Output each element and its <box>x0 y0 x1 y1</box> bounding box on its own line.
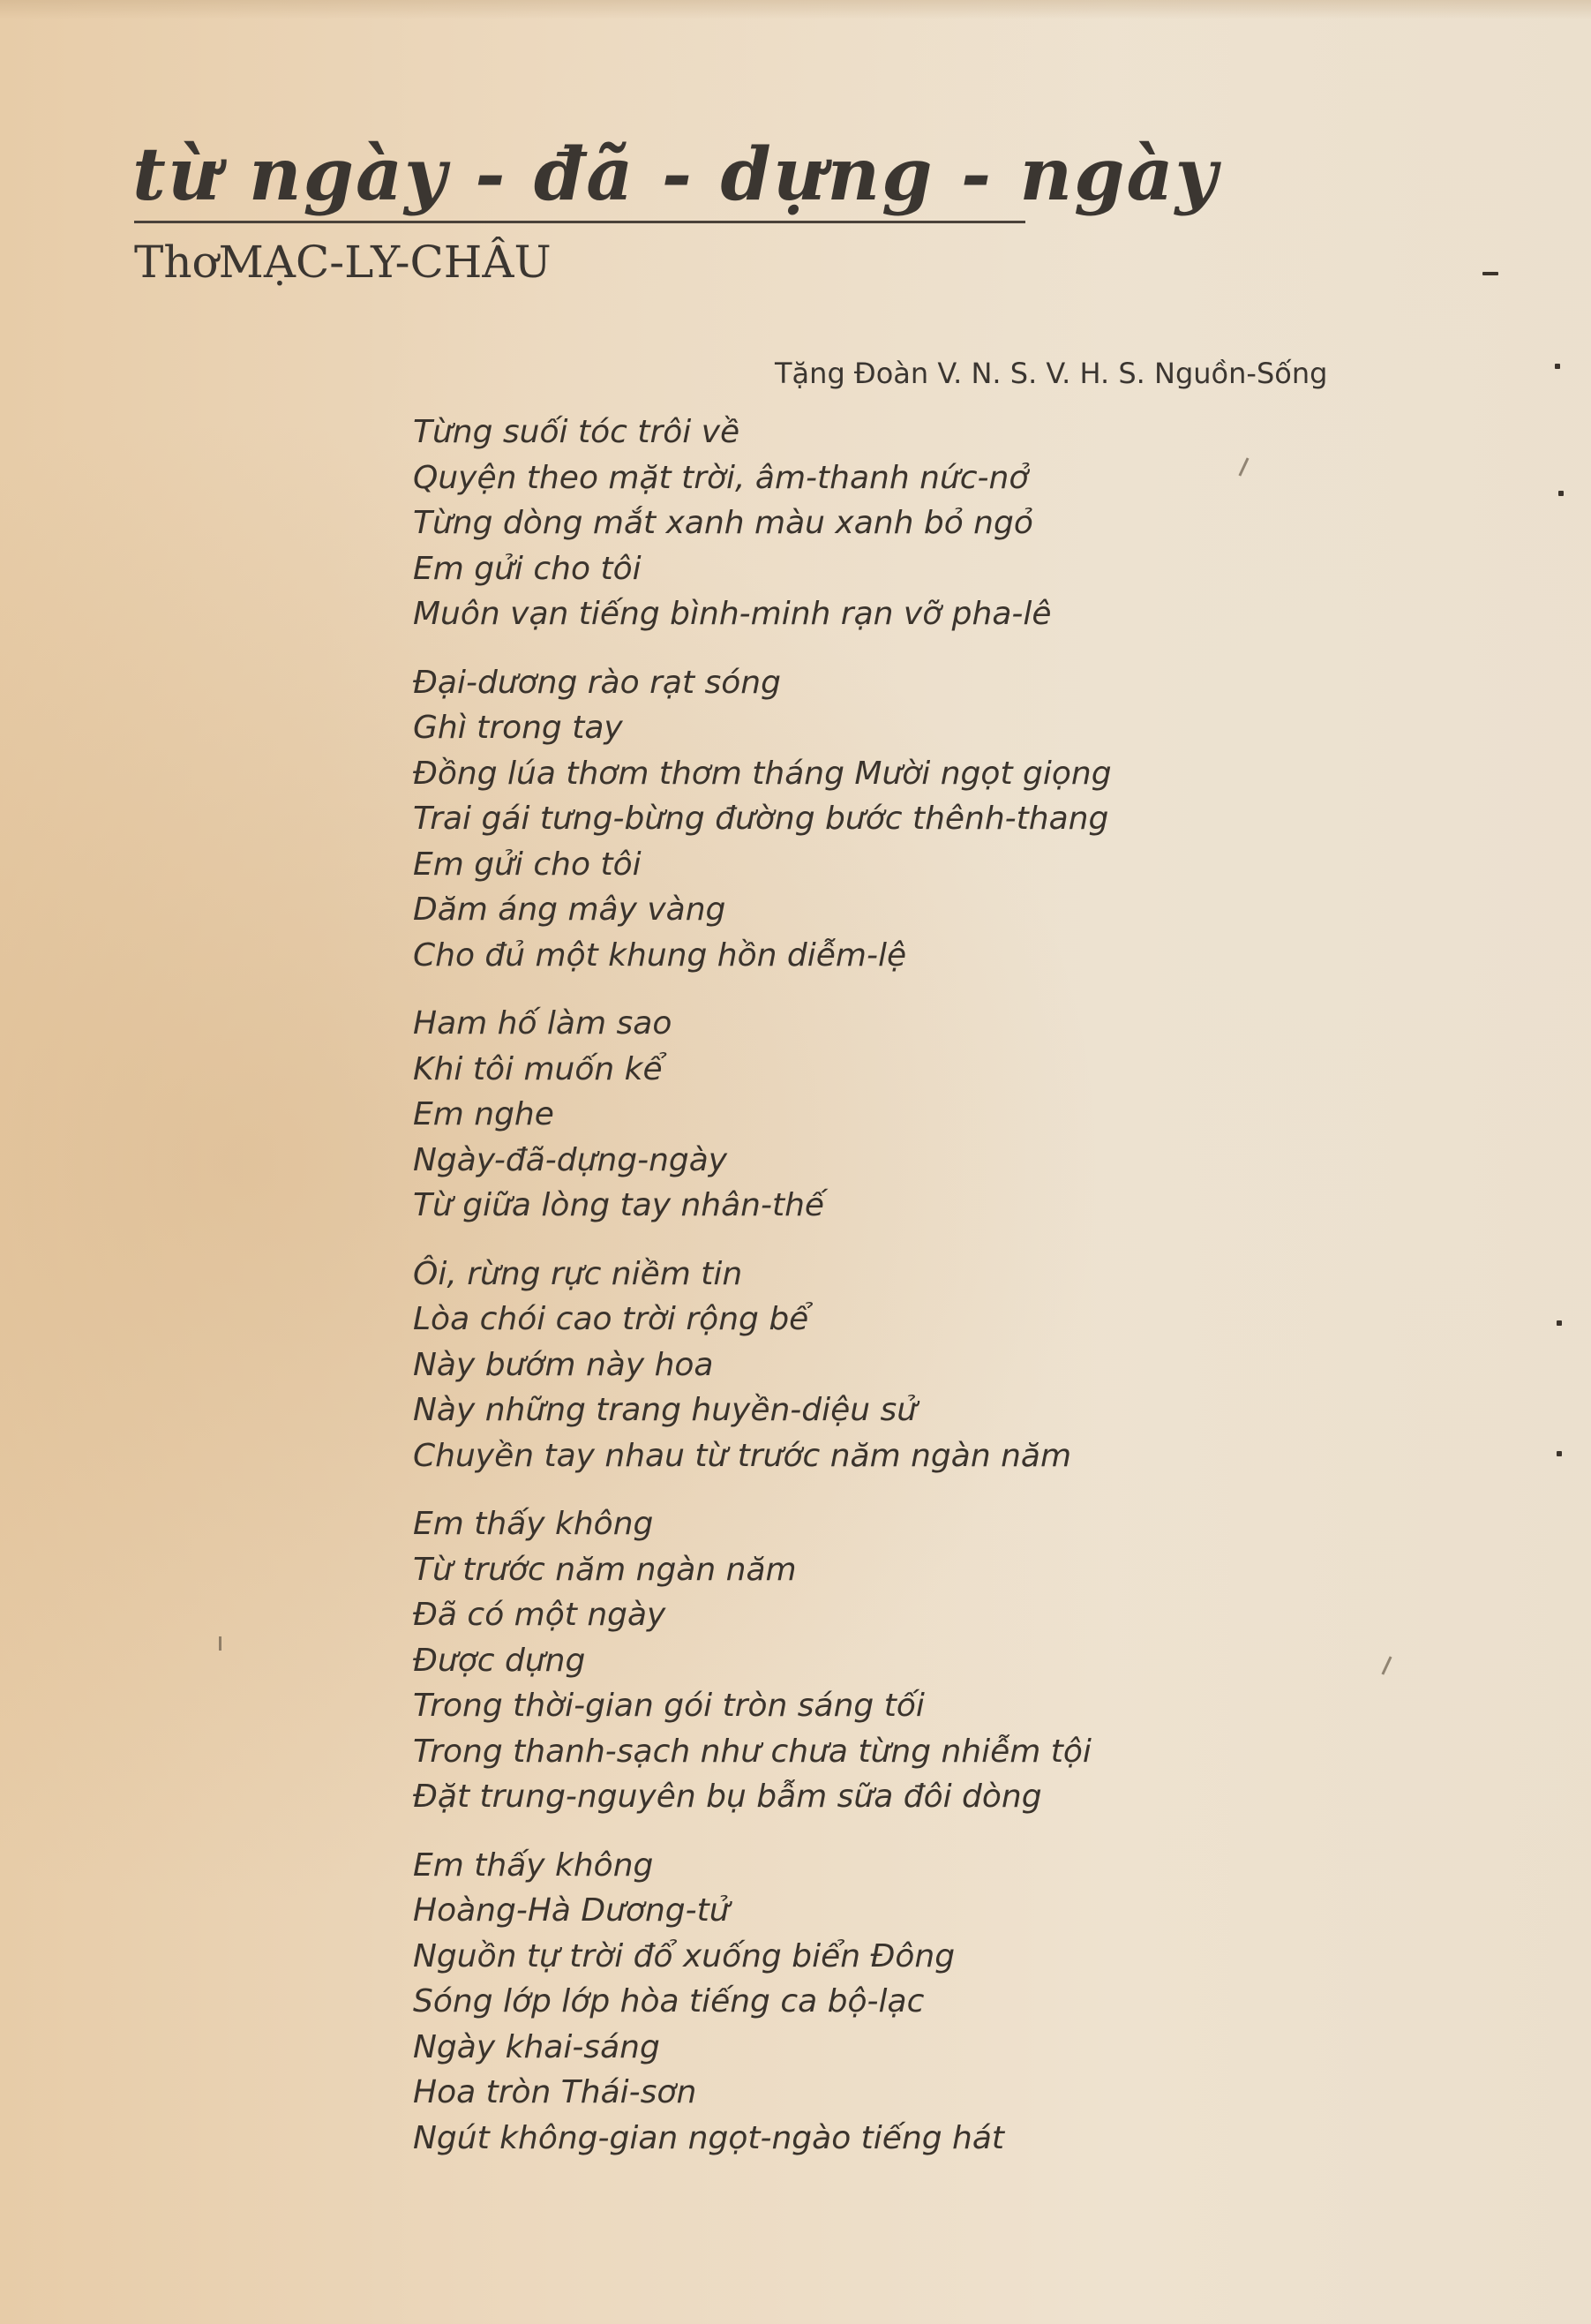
stanza <box>413 1843 1437 2162</box>
poem-body <box>413 410 1437 2184</box>
poem-line: Đại-dương rào rạt sóng <box>413 664 781 701</box>
page-top-edge <box>0 0 1591 19</box>
stanza <box>413 410 1437 637</box>
poem-line: Ôi, rừng rực niềm tin <box>413 1255 743 1292</box>
poem-line: Được dựng <box>413 1642 586 1679</box>
paper-speck <box>1558 491 1564 496</box>
poem-line: Muôn vạn tiếng bình-minh rạn vỡ pha-lê <box>413 596 1052 632</box>
stanza <box>413 660 1437 979</box>
paper-speck <box>1555 364 1560 369</box>
poem-line: Ngày-đã-dựng-ngày <box>413 1141 728 1178</box>
poem-line: Em gửi cho tôi <box>413 846 642 883</box>
poem-line: Lòa chói cao trời rộng bể <box>413 1301 809 1337</box>
paper-speck <box>1557 1320 1562 1326</box>
poem-line: Trong thời-gian gói tròn sáng tối <box>413 1688 925 1724</box>
poem-line: Ngút không-gian ngọt-ngào tiếng hát <box>413 2119 1005 2156</box>
poem-byline: ThơMẠC-LY-CHÂU <box>134 237 552 288</box>
paper-scratch <box>219 1636 221 1651</box>
poem-line: Em thấy không <box>413 1506 654 1542</box>
poem-title: từ ngày - đã - dựng - ngày <box>132 132 1220 217</box>
poem-line: Quyện theo mặt trời, âm-thanh nức-nở <box>413 459 1029 496</box>
poem-line: Đã có một ngày <box>413 1597 666 1633</box>
poem-line: Này bướm này hoa <box>413 1346 714 1383</box>
poem-line: Ham hố làm sao <box>413 1005 672 1042</box>
poem-line: Sóng lớp lớp hòa tiếng ca bộ-lạc <box>413 1983 925 2019</box>
poem-line: Em nghe <box>413 1096 554 1132</box>
poem-line: Ngày khai-sáng <box>413 2028 660 2065</box>
poem-line: Hoa tròn Thái-sơn <box>413 2074 697 2110</box>
poem-line: Trai gái tưng-bừng đường bước thênh-thang <box>413 801 1109 837</box>
poem-line: Chuyền tay nhau từ trước năm ngàn năm <box>413 1437 1072 1474</box>
poem-line: Này những trang huyền-diệu sử <box>413 1392 918 1428</box>
title-underline <box>134 221 1025 223</box>
paper-speck <box>1557 1451 1562 1456</box>
poem-line: Đặt trung-nguyên bụ bẫm sữa đôi dòng <box>413 1779 1042 1815</box>
poem-line: Dăm áng mây vàng <box>413 891 726 928</box>
poem-line: Nguồn tự trời đổ xuống biển Đông <box>413 1937 956 1974</box>
poem-dedication: Tặng Đoàn V. N. S. V. H. S. Nguồn-Sống <box>775 357 1328 390</box>
poem-line: Em thấy không <box>413 1846 654 1884</box>
poem-line: Em gửi cho tôi <box>413 550 642 587</box>
poem-line: Khi tôi muốn kể <box>413 1050 663 1087</box>
poem-line: Đồng lúa thơm thơm tháng Mười ngọt giọng <box>413 755 1112 792</box>
paper-speck <box>1482 272 1498 275</box>
stanza <box>413 1252 1437 1479</box>
poem-line: Từ trước năm ngàn năm <box>413 1551 797 1588</box>
poem-line: Từ giữa lòng tay nhân-thế <box>413 1187 825 1223</box>
poem-line: Cho đủ một khung hồn diễm-lệ <box>413 936 907 974</box>
poem-line: Từng dòng mắt xanh màu xanh bỏ ngỏ <box>413 505 1033 541</box>
poem-line: Ghì trong tay <box>413 710 623 746</box>
poem-line: Hoàng-Hà Dương-tử <box>413 1892 730 1929</box>
stanza <box>413 1501 1437 1820</box>
poem-line: Từng suối tóc trôi về <box>413 414 740 450</box>
stanza <box>413 1001 1437 1229</box>
poem-line: Trong thanh-sạch như chưa từng nhiễm tội <box>413 1733 1092 1770</box>
